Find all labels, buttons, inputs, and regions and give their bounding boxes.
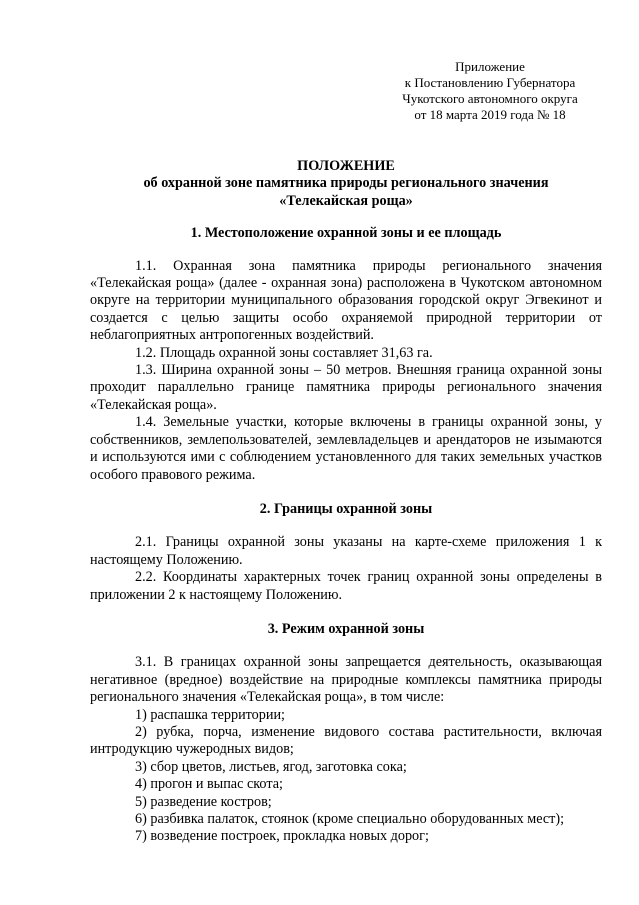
list-item: 3) сбор цветов, листьев, ягод, заготовка сока; [135,758,407,775]
document-body [90,158,602,846]
section-1-heading: 1. Местоположение охранной зоны и ее площадь [190,225,502,242]
title-line-3: «Телекайская роща» [279,192,413,209]
paragraph-1-4: 1.4. Земельные участки, которые включены в границы охранной зоны, у собственников, землепользователей, землевладельцев и арендаторов не изымаются и используются ими с соблюдением установленного для таких земельных участков особого правового режима. [90,414,602,483]
annex-line-1: Приложение [455,59,525,74]
list-item: 2) рубка, порча, изменение видового состава растительности, включая интродукцию чужеродных видов; [90,723,602,758]
paragraph-2-1: 2.1. Границы охранной зоны указаны на карте-схеме приложения 1 к настоящему Положению. [90,534,602,568]
document-title [90,158,602,210]
paragraph-1-2: 1.2. Площадь охранной зоны составляет 31,63 га. [135,344,433,361]
annex-reference [380,59,600,123]
list-item: 1) распашка территории; [135,706,285,723]
paragraph-3-1: 3.1. В границах охранной зоны запрещается деятельность, оказывающая негативное (вредное) воздействие на природные комплексы памятника природы регионального значения «Телекайская роща», в том числе: [90,654,602,706]
section-3-heading: 3. Режим охранной зоны [267,620,425,637]
annex-line-2: к Постановлению Губернатора [404,75,576,90]
paragraph-1-1: 1.1. Охранная зона памятника природы регионального значения «Телекайская роща» (далее - охранная зона) расположена в Чукотском автономном округе на территории муниципального образования городской округ Эгвекинот и создается с целью защиты особо охраняемой природной территории от неблагоприятных антропогенных воздействий. [90,257,602,344]
section-2-heading: 2. Границы охранной зоны [259,500,433,517]
list-item: 5) разведение костров; [135,793,272,810]
list-item: 6) разбивка палаток, стоянок (кроме специально оборудованных мест); [135,811,565,827]
annex-line-3: Чукотского автономного округа [402,91,578,106]
paragraph-2-2: 2.2. Координаты характерных точек границ охранной зоны определены в приложении 2 к настоящему Положению. [90,569,602,603]
paragraph-1-3: 1.3. Ширина охранной зоны – 50 метров. Внешняя граница охранной зоны проходит параллельно границе памятника природы регионального значения «Телекайская роща». [90,362,602,413]
list-item: 4) прогон и выпас скота; [135,776,283,793]
list-item: 7) возведение построек, прокладка новых дорог; [135,828,429,845]
title-line-1: ПОЛОЖЕНИЕ [297,158,395,174]
title-line-2: об охранной зоне памятника природы регионального значения [143,175,549,192]
annex-line-4: от 18 марта 2019 года № 18 [414,107,566,122]
